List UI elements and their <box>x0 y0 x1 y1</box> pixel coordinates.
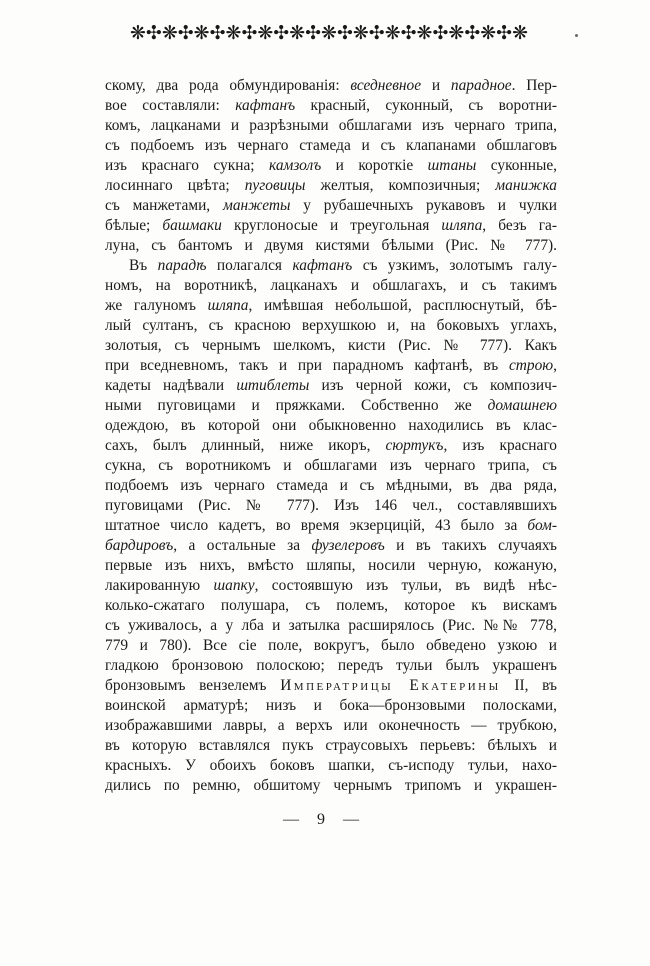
text-line <box>105 296 557 316</box>
text-segment: подбоемъ изъ чернаго стамеда и съ мѣдными, въ два ряда, <box>105 477 557 494</box>
text-segment: лосиннаго цвѣта; <box>105 177 245 194</box>
page-number: — 9 — <box>283 811 359 828</box>
text-segment: лакированную <box>105 577 214 594</box>
text-segment: сюртукъ <box>385 437 444 454</box>
text-segment: бом- <box>527 517 557 534</box>
text-line <box>105 776 557 796</box>
text-segment: кадеты надѣвали <box>105 377 237 394</box>
text-segment: изъ черной кожи, съ композич- <box>309 377 558 394</box>
text-segment: штиблеты <box>236 377 310 394</box>
text-segment: комъ, лацканами и разрѣзными обшлагами изъ чернаго трипа, <box>105 117 557 134</box>
text-line <box>105 276 557 296</box>
text-line <box>105 556 557 576</box>
text-segment: пуговицами (Рис. № 777). Изъ 146 чел., составлявшихъ <box>105 497 557 514</box>
text-line <box>105 356 557 376</box>
text-segment: Императрицы Екатерины <box>280 677 501 694</box>
text-line <box>105 216 557 236</box>
text-segment: изображавшими лавры, а верхъ или оконечность — трубкою, <box>105 717 557 734</box>
text-line <box>105 676 557 696</box>
text-segment: желтыя, композичныя; <box>305 177 496 194</box>
text-line <box>105 116 557 136</box>
text-line <box>105 616 557 636</box>
text-segment: дились по ремню, обшитому чернымъ трипомъ и украшен- <box>105 777 557 794</box>
text-segment: вое составляли: <box>105 97 236 114</box>
text-segment: фузелеровъ <box>311 537 385 554</box>
text-segment: домашнею <box>487 397 557 414</box>
text-segment: , состоявшую изъ тульи, въ видѣ нѣс- <box>254 577 557 594</box>
text-segment: сукна, съ воротникомъ и обшлагами изъ чернаго трипа, съ <box>105 457 557 474</box>
text-segment: первые изъ нихъ, вмѣсто шляпы, носили черную, кожаную, <box>105 557 557 574</box>
text-segment: шляпа <box>207 297 249 314</box>
text-segment: круглоносые и треугольная <box>221 217 442 234</box>
text-segment: и <box>421 77 451 94</box>
text-segment: сахъ, былъ длинный, ниже икоръ, <box>105 437 386 454</box>
text-segment: у рубашечныхъ рукавовъ и чулки <box>290 197 557 214</box>
text-line <box>105 396 557 416</box>
text-segment: луна, съ бантомъ и двумя кистями бѣлыми (Рис. № 777). <box>105 237 557 254</box>
text-segment: шляпа <box>441 217 483 234</box>
text-line <box>105 196 557 216</box>
text-segment: , изъ краснаго <box>443 437 557 454</box>
text-segment: кафтанъ <box>292 257 353 274</box>
text-line <box>105 716 557 736</box>
text-segment: полагался <box>206 257 293 274</box>
text-segment: парадѣ <box>157 257 207 274</box>
text-line <box>105 76 557 96</box>
text-segment: вседневное <box>350 77 422 94</box>
text-line <box>105 456 557 476</box>
text-line <box>105 656 557 676</box>
text-segment: же галуномъ <box>105 297 208 314</box>
text-segment: съ узкимъ, золотымъ галу- <box>352 257 557 274</box>
text-line <box>105 136 557 156</box>
text-segment: штаны <box>427 157 477 174</box>
text-segment: манжеты <box>223 197 291 214</box>
text-segment: суконные, <box>476 157 557 174</box>
text-segment: съ манжетами, <box>105 197 223 214</box>
text-line <box>105 756 557 776</box>
text-segment: , имѣвшая небольшой, расплюснутый, бѣ- <box>248 297 557 314</box>
body-text <box>105 76 557 796</box>
text-line <box>105 696 557 716</box>
text-segment: въ которую вставлялся пукъ страусовыхъ перьевъ: бѣлыхъ и <box>105 737 557 754</box>
text-segment: , <box>553 357 557 374</box>
text-line <box>105 576 557 596</box>
text-line <box>105 376 557 396</box>
text-segment: съ подбоемъ изъ чернаго стамеда и съ клапанами обшлаговъ <box>105 137 557 154</box>
text-line <box>105 596 557 616</box>
text-segment: , а остальные за <box>173 537 312 554</box>
text-segment: воинской арматурѣ; низъ и бока—бронзовыми полосками, <box>105 697 557 714</box>
text-segment: номъ, на воротникѣ, лацканахъ и обшлагахъ, и съ такимъ <box>105 277 557 294</box>
text-segment: башмаки <box>162 217 222 234</box>
text-segment: красный, суконный, съ воротни- <box>295 97 558 114</box>
text-segment: бронзовымъ вензелемъ <box>105 677 281 694</box>
text-segment: шапку <box>213 577 255 594</box>
text-segment: . Пер- <box>511 77 558 94</box>
text-segment: и короткіе <box>321 157 428 174</box>
text-segment: манижка <box>495 177 557 194</box>
text-line <box>105 416 557 436</box>
text-segment: камзолъ <box>269 157 322 174</box>
text-segment: Въ <box>129 257 158 274</box>
text-segment: пуговицы <box>244 177 306 194</box>
text-segment: парадное <box>450 77 512 94</box>
text-segment: изъ краснаго сукна; <box>105 157 270 174</box>
text-line <box>105 516 557 536</box>
text-segment: , безъ га- <box>482 217 557 234</box>
text-segment: бардировъ <box>105 537 174 554</box>
text-line <box>105 636 557 656</box>
header-ornament-border: ❋✣❋✣❋✣❋✣❋✣❋✣❋✣❋✣❋✣❋✣❋✣❋✣❋ <box>130 22 528 44</box>
paragraph <box>105 76 557 256</box>
text-segment: ными пуговицами и пряжками. Собственно же <box>105 397 488 414</box>
text-line <box>105 536 557 556</box>
paragraph <box>105 256 557 796</box>
text-segment: скому, два рода обмундированія: <box>105 77 351 94</box>
text-line <box>105 96 557 116</box>
text-segment: и въ такихъ случаяхъ <box>384 537 557 554</box>
text-segment: штатное число кадетъ, во время экзерцицій, 43 было за <box>105 517 528 534</box>
scan-speck <box>575 34 578 37</box>
text-line <box>105 156 557 176</box>
text-line <box>105 256 557 276</box>
text-segment: кафтанъ <box>235 97 296 114</box>
text-line <box>105 496 557 516</box>
text-segment: при вседневномъ, такъ и при парадномъ кафтанѣ, въ <box>105 357 509 374</box>
text-segment: колько-сжатаго полушара, съ полемъ, которое къ вискамъ <box>105 597 557 614</box>
text-segment: лый султанъ, съ красною верхушкою и, на боковыхъ углахъ, <box>105 317 557 334</box>
text-line <box>105 236 557 256</box>
text-line <box>105 736 557 756</box>
text-line <box>105 336 557 356</box>
text-line <box>105 176 557 196</box>
text-line <box>105 476 557 496</box>
text-line <box>105 316 557 336</box>
text-segment: бѣлые; <box>105 217 163 234</box>
text-segment: одеждою, въ которой они обыкновенно находились въ клас- <box>105 417 557 434</box>
text-line <box>105 436 557 456</box>
text-segment: гладкою бронзовою полоскою; передъ тульи былъ украшенъ <box>105 657 557 674</box>
text-segment: красныхъ. У обоихъ боковъ шапки, съ-исподу тульи, нахо- <box>105 757 557 774</box>
text-segment: съ уживалось, а у лба и затылка расширялось (Рис. №№ 778, <box>105 617 557 634</box>
text-segment: II, въ <box>500 677 557 694</box>
text-segment: строю <box>508 357 554 374</box>
text-segment: 779 и 780). Все сіе поле, вокругъ, было обведено узкою и <box>105 637 557 654</box>
text-segment: золотыя, съ чернымъ шелкомъ, кисти (Рис. № 777). Какъ <box>105 337 557 354</box>
